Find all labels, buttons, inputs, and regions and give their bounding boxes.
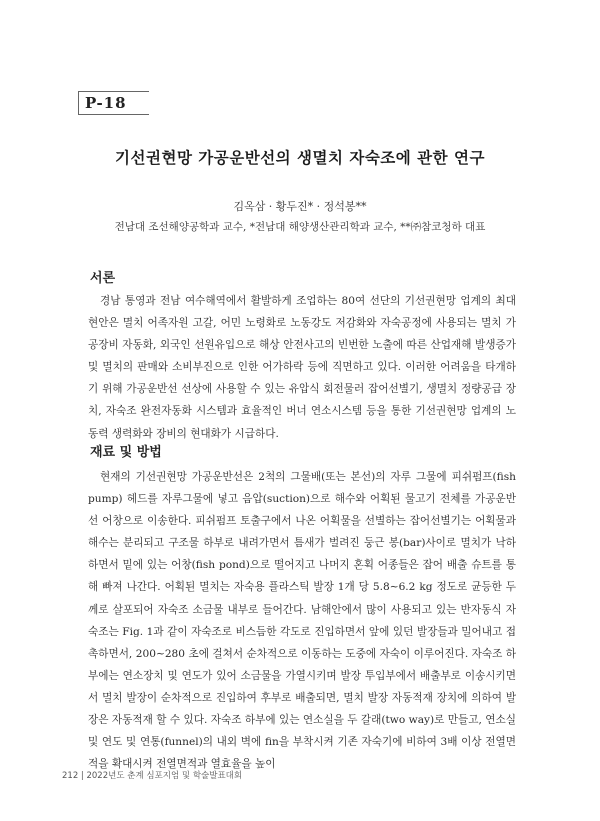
paper-title: 기선권현망 가공운반선의 생멸치 자숙조에 관한 연구	[115, 148, 485, 167]
page-footer: 212 | 2022년도 춘계 심포지엄 및 학술발표대회	[62, 771, 243, 781]
author-list: 김옥삼 · 황두진* · 정석봉**	[233, 200, 367, 213]
section-heading-introduction: 서론	[90, 271, 116, 286]
section-body-introduction: 경남 통영과 전남 여수해역에서 활발하게 조업하는 80여 선단의 기선권현망 업계의 최대 현안은 멸치 어족자원 고갈, 어민 노령화로 노동강도 저감화와 자숙공정에 사용되는 멸치 가공장비 자동화, 외국인 선원유입으로 해상 안전사고의 빈번한 노출에 따른 산업재해 발생증가 및 멸치의 판매와 소비부진으로 인한 어가하락 등에 직면하고 있다. 이러한 어려움을 타개하기 위해 가공운반선 선상에 사용할 수 있는 유압식 회전물러 잡어선별기, 생멸치 정량공급 장치, 자숙조 완전자동화 시스템과 효율적인 버너 연소시스템 등을 통한 기선권현망 업계의 노동력 생력화와 장비의 현대화가 시급하다.	[88, 295, 516, 440]
section-heading-methods: 재료 및 방법	[90, 445, 162, 460]
section-body-methods: 현재의 기선권현망 가공운반선은 2척의 그물배(또는 본선)의 자루 그물에 피쉬펌프(fish pump) 헤드를 자루그물에 넣고 음압(suction)으로 해수와 어획된 물고기 전체를 가공운반선 어창으로 이송한다. 피쉬펌프 토출구에서 나온 어획물을 선별하는 잡어선별기는 어획물과 해수는 분리되고 구조물 하부로 내려가면서 틈새가 벌려진 둥근 봉(bar)사이로 멸치가 낙하하면서 밑에 있는 어창(fish pond)으로 떨어지고 나머지 혼획 어종들은 잡어 배출 슈트를 통해 빠져 나간다. 어획된 멸치는 자숙용 플라스틱 발장 1개 당 5.8∼6.2 kg 정도로 균등한 두께로 살포되어 자숙조 소금물 내부로 들어간다. 남해안에서 많이 사용되고 있는 반자동식 자숙조는 Fig. 1과 같이 자숙조로 비스듬한 각도로 진입하면서 앞에 있던 발장들과 밀어내고 접촉하면서, 200∼280 초에 걸쳐서 순차적으로 이동하는 도중에 자숙이 이루어진다. 자숙조 하부에는 연소장치 및 연도가 있어 소금물을 가열시키며 발장 투입부에서 배출부로 이송시키면서 멸치 발장이 순차적으로 진입하여 후부로 배출되면, 멸치 발장 자동적재 장치에 의하여 발장은 자동적재 할 수 있다. 자숙조 하부에 있는 연소실을 두 갈래(two way)로 만들고, 연소실 및 연도 및 연통(funnel)의 내외 벽에 fin을 부착시켜 기존 자숙기에 비하여 3배 이상 전열면적을 확대시켜 전열면적과 열효율을 높이	[88, 471, 516, 771]
author-affiliations: 전남대 조선해양공학과 교수, *전남대 해양생산관리학과 교수, **㈜참코청하 대표	[114, 221, 486, 233]
poster-number-box	[78, 91, 149, 115]
poster-number: P-18	[85, 94, 127, 112]
